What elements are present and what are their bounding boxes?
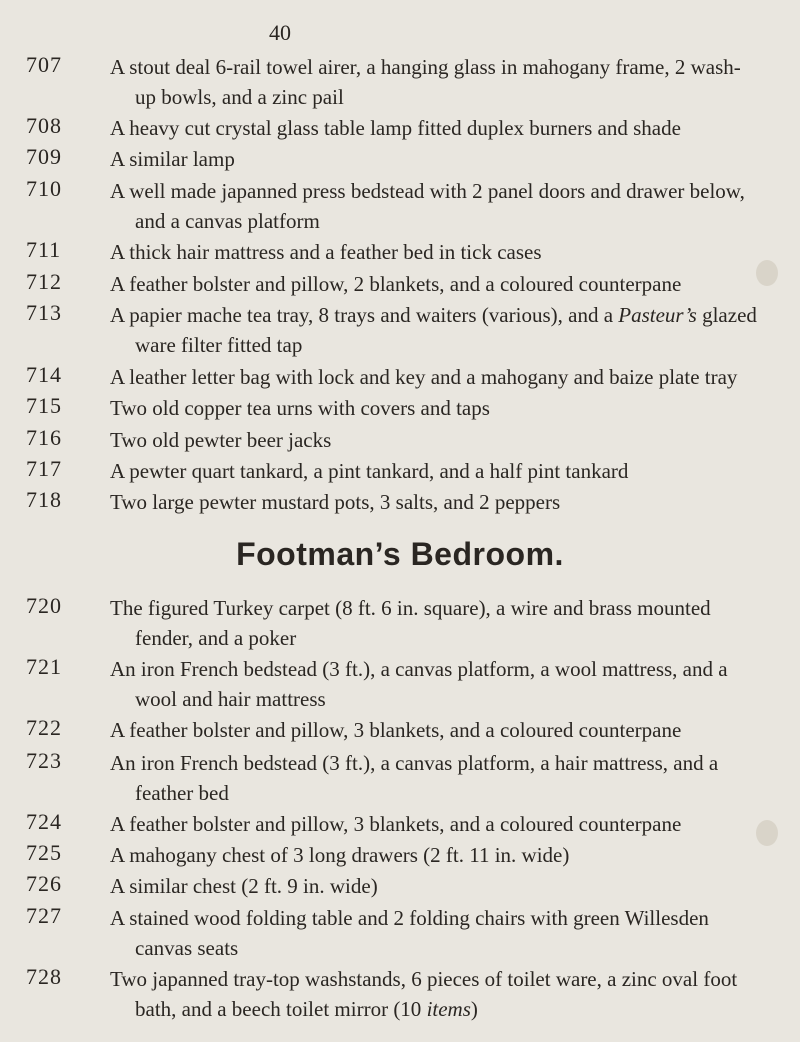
lot-description: An iron French bedstead (3 ft.), a canvas platform, a wool mattress, and a wool and hair mattress <box>110 657 728 711</box>
lot-number: 715 <box>26 393 62 418</box>
lot-number: 708 <box>26 113 62 138</box>
lot-description: An iron French bedstead (3 ft.), a canvas platform, a hair mattress, and a feather bed <box>110 751 719 805</box>
lot-description: A stained wood folding table and 2 folding chairs with green Willesden canvas seats <box>110 906 709 960</box>
lot-number: 710 <box>26 176 62 201</box>
punch-hole-mark <box>756 820 778 846</box>
lot-number: 709 <box>26 144 62 169</box>
lot-description: Two large pewter mustard pots, 3 salts, and 2 peppers <box>110 490 561 514</box>
lot-number: 723 <box>26 748 62 773</box>
lot-number: 714 <box>26 362 62 387</box>
lot-number: 707 <box>26 52 62 77</box>
lot-number: 725 <box>26 840 62 865</box>
punch-hole-mark <box>756 260 778 286</box>
lot-number: 718 <box>26 487 62 512</box>
lot-description: A stout deal 6-rail towel airer, a hanging glass in mahogany frame, 2 wash- up bowls, and a zinc pail <box>110 55 741 109</box>
lot-description: A similar lamp <box>110 147 235 171</box>
lot-number: 713 <box>26 300 62 325</box>
section-heading: Footman’s Bedroom. <box>236 536 564 572</box>
lot-description: A leather letter bag with lock and key and a mahogany and baize plate tray <box>110 365 738 389</box>
lot-number: 720 <box>26 593 62 618</box>
lot-number: 711 <box>26 237 62 262</box>
lot-description: A papier mache tea tray, 8 trays and waiters (various), and a Pasteur’s glazed ware filter fitted tap <box>110 303 757 357</box>
lot-description: A mahogany chest of 3 long drawers (2 ft. 11 in. wide) <box>110 843 570 867</box>
lot-description: A heavy cut crystal glass table lamp fitted duplex burners and shade <box>110 116 681 140</box>
lot-number: 717 <box>26 456 62 481</box>
lot-number: 721 <box>26 654 62 679</box>
lot-number: 716 <box>26 425 62 450</box>
lot-description: A feather bolster and pillow, 3 blankets, and a coloured counterpane <box>110 718 682 742</box>
lot-description: Two old copper tea urns with covers and taps <box>110 396 490 420</box>
lot-description: Two old pewter beer jacks <box>110 428 332 452</box>
lot-description: A well made japanned press bedstead with 2 panel doors and drawer below, and a canvas platform <box>110 179 745 233</box>
lot-description: Two japanned tray-top washstands, 6 pieces of toilet ware, a zinc oval foot bath, and a beech toilet mirror (10 items) <box>110 967 738 1021</box>
lot-description: A pewter quart tankard, a pint tankard, and a half pint tankard <box>110 459 629 483</box>
lot-number: 712 <box>26 269 62 294</box>
lot-number: 724 <box>26 809 62 834</box>
lot-description: A feather bolster and pillow, 3 blankets, and a coloured counterpane <box>110 812 682 836</box>
lot-number: 728 <box>26 964 62 989</box>
lot-number: 727 <box>26 903 62 928</box>
lot-description: A feather bolster and pillow, 2 blankets, and a coloured counterpane <box>110 272 682 296</box>
page-number: 40 <box>269 20 291 45</box>
lot-description: A thick hair mattress and a feather bed in tick cases <box>110 240 542 264</box>
lot-description: A similar chest (2 ft. 9 in. wide) <box>110 874 378 898</box>
lot-description: The figured Turkey carpet (8 ft. 6 in. square), a wire and brass mounted fender, and a poker <box>110 596 711 650</box>
lot-number: 726 <box>26 871 62 896</box>
lot-number: 722 <box>26 715 62 740</box>
